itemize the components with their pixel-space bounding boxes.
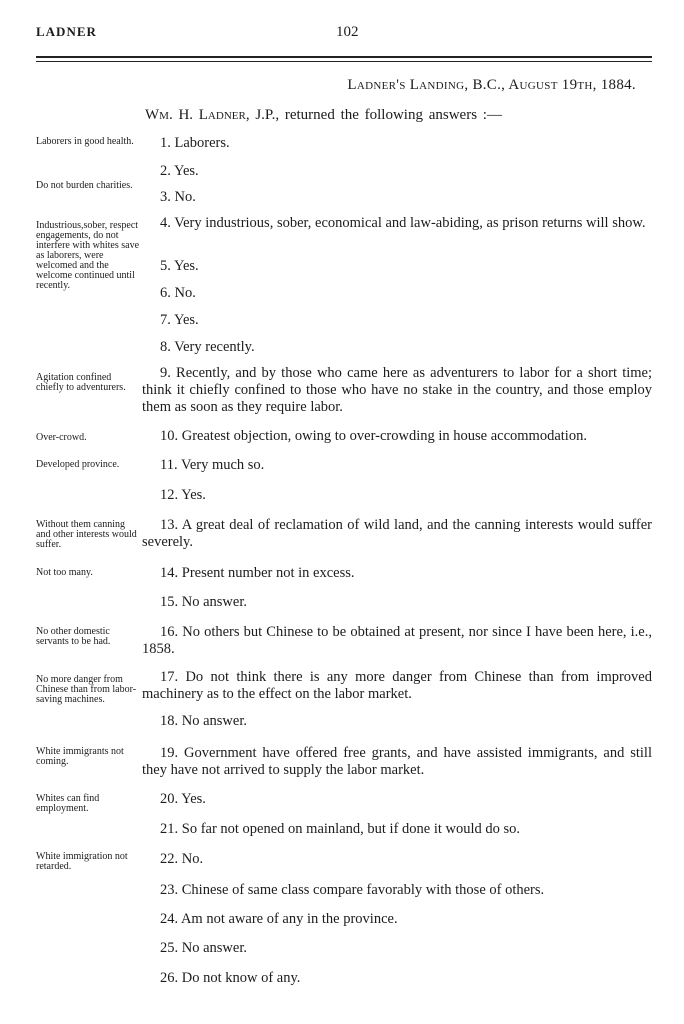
respondent-name: Wm. H. Ladner, J.P.,	[145, 107, 280, 123]
margin-note: No other domestic servants to be had.	[36, 626, 111, 647]
answer-item: 25. No answer.	[160, 940, 247, 956]
margin-note: Without them canning and other interests would suffer.	[36, 519, 137, 550]
answer-item: 9. Recently, and by those who came here as adventurers to labor for a short time; think it chiefly confined to those who have no stake in the country, and those employ them as soon as they require labor.	[142, 365, 652, 415]
margin-note: Agitation confined chiefly to adventurers.	[36, 372, 126, 393]
dateline: Ladner's Landing, B.C., August 19th, 1884.	[347, 77, 636, 93]
answer-item: 14. Present number not in excess.	[160, 565, 355, 581]
running-head	[36, 24, 652, 42]
margin-note: Industrious,sober, respect engagements, do not interfere with whites save as laborers, were welcomed and the welcome continued until recently.	[36, 220, 140, 291]
intro-line	[145, 107, 502, 124]
answer-item: 17. Do not think there is any more danger from Chinese than from improved machinery as to the effect on the labor market.	[142, 669, 652, 702]
header-rule-thin	[36, 61, 652, 62]
intro-text: returned the following answers :—	[284, 107, 502, 123]
answer-item: 24. Am not aware of any in the province.	[160, 911, 398, 927]
margin-note: Do not burden charities.	[36, 180, 133, 191]
answer-item: 15. No answer.	[160, 594, 247, 610]
margin-note: Laborers in good health.	[36, 136, 134, 147]
margin-note: White immigrants not coming.	[36, 746, 124, 767]
answer-item: 4. Very industrious, sober, economical and law-abiding, as prison returns will show.	[160, 215, 646, 231]
answer-item: 20. Yes.	[160, 791, 206, 807]
answer-item: 22. No.	[160, 851, 204, 867]
margin-note: Not too many.	[36, 567, 93, 578]
answer-item: 8. Very recently.	[160, 339, 255, 355]
margin-note: Developed province.	[36, 459, 120, 470]
margin-note: White immigration not retarded.	[36, 851, 128, 872]
margin-note: Over-crowd.	[36, 432, 87, 443]
answer-item: 23. Chinese of same class compare favorably with those of others.	[160, 882, 545, 898]
answer-item: 3. No.	[160, 189, 196, 205]
header-rule-thick	[36, 56, 652, 58]
running-title: LADNER	[36, 24, 97, 39]
answer-item: 5. Yes.	[160, 258, 199, 274]
answer-item: 7. Yes.	[160, 312, 199, 328]
answer-item: 10. Greatest objection, owing to over-crowding in house accommodation.	[160, 428, 587, 444]
answer-item: 18. No answer.	[160, 713, 247, 729]
margin-note: No more danger from Chinese than from labor-saving machines.	[36, 674, 137, 705]
answer-item: 13. A great deal of reclamation of wild land, and the canning interests would suffer severely.	[142, 517, 652, 550]
margin-note: Whites can find employment.	[36, 793, 100, 814]
answer-item: 19. Government have offered free grants, and have assisted immigrants, and still they have not arrived to supply the labor market.	[142, 745, 652, 778]
answer-item: 12. Yes.	[160, 487, 206, 503]
answer-item: 11. Very much so.	[160, 457, 265, 473]
answer-item: 26. Do not know of any.	[160, 970, 301, 986]
answer-item: 16. No others but Chinese to be obtained at present, nor since I have been here, i.e., 1858.	[142, 624, 652, 657]
page-number: 102	[336, 24, 359, 40]
answer-item: 1. Laborers.	[160, 135, 230, 151]
answer-item: 2. Yes.	[160, 163, 199, 179]
answer-item: 6. No.	[160, 285, 196, 301]
answer-item: 21. So far not opened on mainland, but if done it would do so.	[160, 821, 521, 837]
